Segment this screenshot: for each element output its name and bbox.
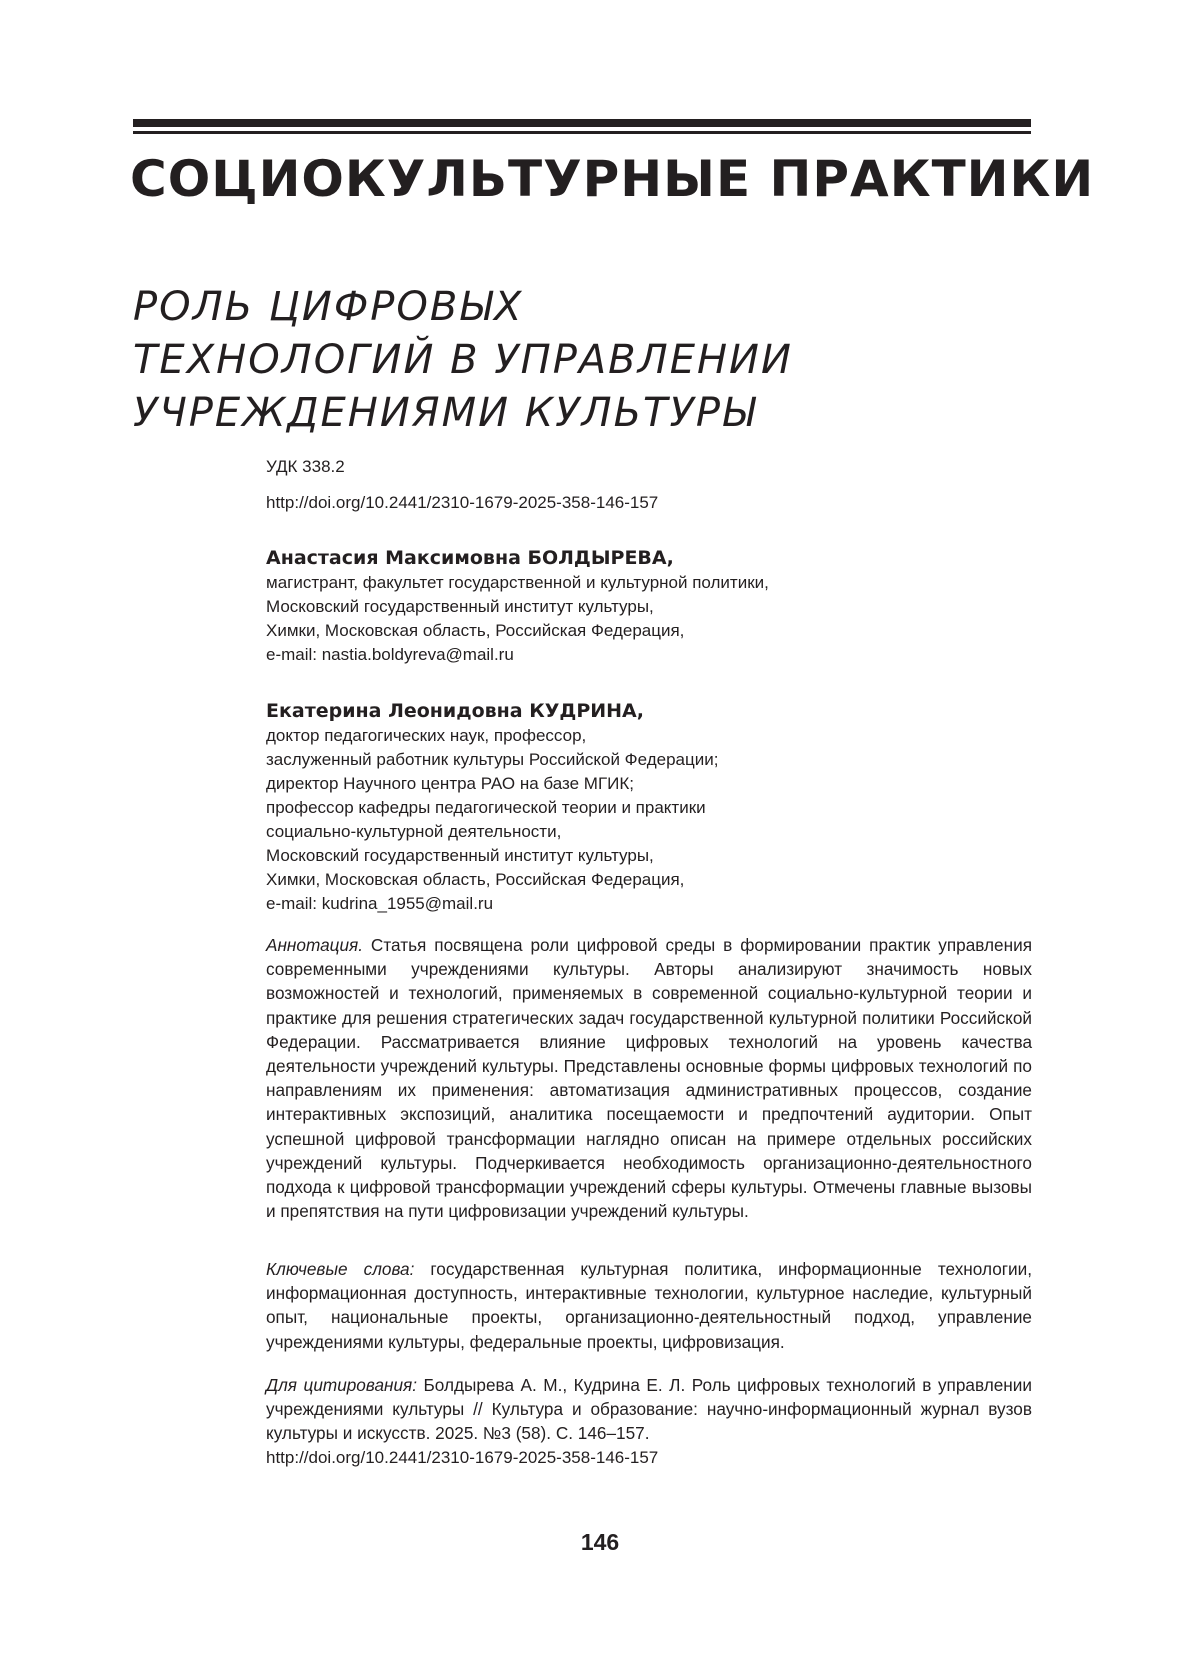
abstract-text: Статья посвящена роли цифровой среды в формировании практик управления современными учреждениями культуры. Авторы анализируют значимость новых возможностей и технологий, применяемых в современной социально-культурной теории и практике для решения стратегических задач государственной культурной политики Российской Федерации. Рассматривается влияние цифровых технологий на уровень качества деятельности учреждений культуры. Представлены основные формы цифровых технологий по направлениям их применения: автоматизация административных процессов, создание интерактивных экспозиций, аналитика посещаемости и предпочтений аудитории. Опыт успешной цифровой трансформации наглядно описан на примере отдельных российских учреждений культуры. Подчеркивается необходимость организационно-деятельностного подхода к цифровой трансформации учреждений сферы культуры. Отмечены главные вызовы и препятствия на пути цифровизации учреждений культуры. xyxy=(266,935,1032,1222)
keywords xyxy=(266,1257,1032,1354)
keywords-text: государственная культурная политика, информационные технологии, информационная доступность, интерактивные технологии, культурное наследие, культурный опыт, национальные проекты, организационно-деятельностный подход, управление учреждениями культуры, федеральные проекты, цифровизация. xyxy=(266,1259,1033,1352)
header-rule-thin xyxy=(133,131,1031,134)
author-affiliation-line: директор Научного центра РАО на базе МГИК; xyxy=(266,774,635,793)
author-affiliation xyxy=(266,724,1032,916)
author-block-1 xyxy=(266,546,1032,667)
author-affiliation xyxy=(266,571,1032,667)
citation-paragraph xyxy=(266,1373,1032,1446)
citation-doi[interactable]: http://doi.org/10.2441/2310-1679-2025-358-146-157 xyxy=(266,1447,659,1467)
author-affiliation-line: Химки, Московская область, Российская Федерация, xyxy=(266,870,685,889)
abstract xyxy=(266,933,1032,1223)
udk-code: УДК 338.2 xyxy=(266,457,345,476)
author-affiliation-line: Московский государственный институт культуры, xyxy=(266,846,654,865)
page-number: 146 xyxy=(580,1529,620,1555)
author-block-2 xyxy=(266,699,1032,916)
keywords-paragraph xyxy=(266,1257,1032,1354)
author-affiliation-line: заслуженный работник культуры Российской Федерации; xyxy=(266,750,719,769)
author-affiliation-line: профессор кафедры педагогической теории и практики xyxy=(266,798,706,817)
author-affiliation-line: Московский государственный институт культуры, xyxy=(266,597,654,616)
doi-link[interactable]: http://doi.org/10.2441/2310-1679-2025-358-146-157 xyxy=(266,493,659,512)
citation xyxy=(266,1373,1032,1470)
author-name: Анастасия Максимовна БОЛДЫРЕВА, xyxy=(266,547,674,569)
author-affiliation-line: магистрант, факультет государственной и культурной политики, xyxy=(266,573,769,592)
abstract-label: Аннотация. xyxy=(266,935,363,955)
author-affiliation-line: Химки, Московская область, Российская Федерация, xyxy=(266,621,685,640)
citation-label: Для цитирования: xyxy=(266,1375,417,1395)
author-affiliation-line: социально-культурной деятельности, xyxy=(266,822,562,841)
abstract-paragraph xyxy=(266,933,1032,1223)
article-title-line: РОЛЬ ЦИФРОВЫХ xyxy=(133,284,524,330)
article-meta xyxy=(266,455,1032,515)
citation-text: Болдырева А. М., Кудрина Е. Л. Роль цифровых технологий в управлении учреждениями культуры // Культура и образование: научно-информационный журнал вузов культуры и искусств. 2025. №3 (58). С. 146–157. xyxy=(266,1375,1032,1444)
author-affiliation-line: доктор педагогических наук, профессор, xyxy=(266,726,587,745)
header-rule-thick xyxy=(133,119,1031,127)
author-email[interactable]: e-mail: nastia.boldyreva@mail.ru xyxy=(266,645,514,664)
keywords-label: Ключевые слова: xyxy=(266,1259,415,1279)
author-name: Екатерина Леонидовна КУДРИНА, xyxy=(266,700,644,722)
section-title: СОЦИОКУЛЬТУРНЫЕ ПРАКТИКИ xyxy=(130,150,1095,208)
author-email[interactable]: e-mail: kudrina_1955@mail.ru xyxy=(266,894,494,913)
article-title xyxy=(133,281,793,440)
article-title-line: УЧРЕЖДЕНИЯМИ КУЛЬТУРЫ xyxy=(133,390,757,436)
article-title-line: ТЕХНОЛОГИЙ В УПРАВЛЕНИИ xyxy=(133,337,793,383)
